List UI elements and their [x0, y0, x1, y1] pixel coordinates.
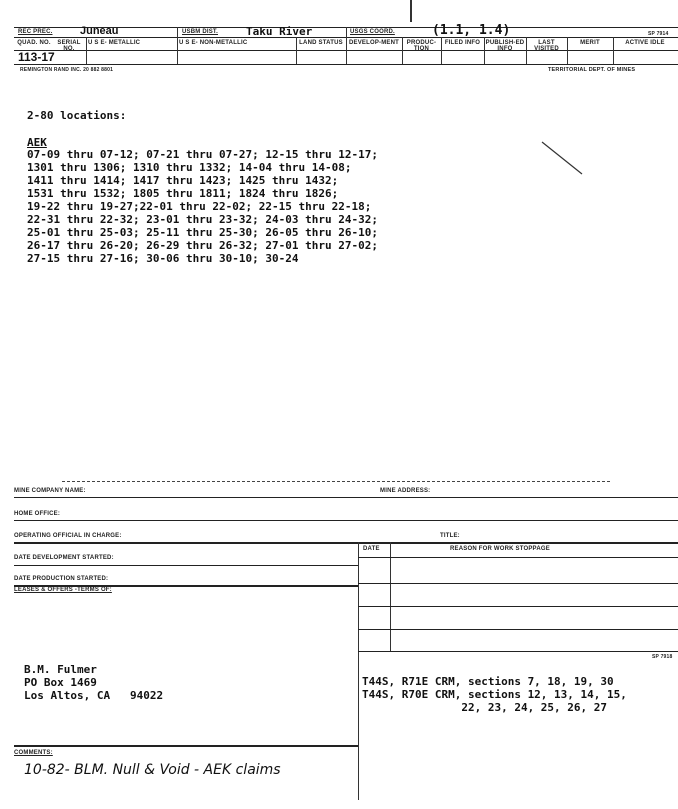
date-production-label: DATE PRODUCTION STARTED: [14, 576, 109, 582]
owner-address [24, 663, 163, 702]
pen-mark [540, 140, 600, 180]
claim-list [27, 148, 378, 265]
perforation [62, 481, 610, 482]
legal-line: T44S, R71E CRM, sections 7, 18, 19, 30 [362, 675, 614, 688]
divider [390, 542, 391, 652]
col-development: DEVELOP-MENT [348, 40, 400, 46]
claim-group: AEK [27, 136, 47, 149]
rule [358, 629, 678, 630]
owner-line: PO Box 1469 [24, 676, 97, 689]
claim-line: 1411 thru 1414; 1417 thru 1423; 1425 thru 1432; [27, 174, 339, 187]
rule [14, 565, 358, 566]
rule [358, 606, 678, 607]
rec-prec-label: REC PREC. [18, 29, 53, 35]
handwritten-comment: 10-82- BLM. Null & Void - AEK claims [24, 762, 281, 778]
usgs-coord-value: (1.1, 1.4) [432, 23, 511, 38]
claim-line: 1301 thru 1306; 1310 thru 1332; 14-04 thru 14-08; [27, 161, 352, 174]
claim-line: 25-01 thru 25-03; 25-11 thru 25-30; 26-05 thru 26-10; [27, 226, 378, 239]
owner-line: Los Altos, CA 94022 [24, 689, 164, 702]
legal-line: T44S, R70E CRM, sections 12, 13, 14, 15, [362, 688, 627, 701]
printer-imprint: REMINGTON RAND INC. 20 882 8801 [20, 67, 114, 73]
rule [358, 557, 678, 558]
title-label: TITLE: [440, 533, 460, 539]
col-published-info: PUBLISH-ED INFO [485, 40, 525, 52]
claim-line: 19-22 thru 19-27;22-01 thru 22-02; 22-15 thru 22-18; [27, 200, 372, 213]
divider [177, 27, 178, 64]
col-land-status: LAND STATUS [299, 40, 343, 46]
rule [358, 583, 678, 584]
claim-line: 27-15 thru 27-16; 30-06 thru 30-10; 30-24 [27, 252, 299, 265]
top-mark [410, 0, 412, 22]
col-non-metallic: U S E- NON-METALLIC [179, 40, 248, 46]
claim-line: 22-31 thru 22-32; 23-01 thru 23-32; 24-03 thru 24-32; [27, 213, 378, 226]
col-last-visited: LAST VISITED [534, 40, 559, 52]
comments-label: COMMENTS: [14, 750, 53, 756]
claim-line: 26-17 thru 26-20; 26-29 thru 26-32; 27-01 thru 27-02; [27, 239, 378, 252]
divider [86, 37, 87, 64]
divider [358, 542, 359, 800]
usgs-coord-label: USGS COORD. [350, 29, 395, 35]
col-filed-info: FILED INFO [444, 40, 481, 46]
claim-line: 1531 thru 1532; 1805 thru 1811; 1824 thru 1826; [27, 187, 339, 200]
form-number: SP 7914 [648, 31, 669, 37]
usbm-dist-label: USBM DIST. [182, 29, 219, 35]
rule [14, 745, 358, 747]
col-active-idle: ACTIVE IDLE [625, 40, 665, 46]
department-imprint: TERRITORIAL DEPT. OF MINES [548, 67, 636, 73]
col-metallic: U S E- METALLIC [88, 40, 141, 46]
col-serial: SERIAL NO. [57, 40, 81, 52]
date-col-header: DATE [363, 546, 380, 552]
col-merit: MERIT [580, 40, 600, 46]
form-number-lower: SP 7918 [652, 654, 673, 660]
rule [358, 651, 678, 652]
rule [14, 64, 678, 65]
reason-col-header: REASON FOR WORK STOPPAGE [450, 546, 550, 552]
rec-prec-value: Juneau [80, 25, 119, 37]
leases-label: LEASES & OFFERS -TERMS OF: [14, 587, 112, 593]
rule [14, 497, 678, 498]
claim-line: 07-09 thru 07-12; 07-21 thru 07-27; 12-15 thru 12-17; [27, 148, 378, 161]
home-office-label: HOME OFFICE: [14, 511, 61, 517]
col-production: PRODUC-TION [406, 40, 437, 52]
rule [14, 520, 678, 521]
col-quad: QUAD. NO. [17, 40, 51, 46]
usbm-dist-value: Taku River [246, 25, 313, 38]
locations-title: 2-80 locations: [27, 109, 127, 122]
legal-description [362, 675, 627, 714]
legal-line: 22, 23, 24, 25, 26, 27 [362, 701, 608, 714]
mine-address-label: MINE ADDRESS: [380, 488, 431, 494]
mine-company-label: MINE COMPANY NAME: [14, 488, 86, 494]
rule [14, 542, 678, 544]
quad-serial-value: 113-17 [18, 50, 55, 64]
owner-line: B.M. Fulmer [24, 663, 97, 676]
operating-official-label: OPERATING OFFICIAL IN CHARGE: [14, 533, 122, 539]
date-development-label: DATE DEVELOPMENT STARTED: [14, 555, 114, 561]
